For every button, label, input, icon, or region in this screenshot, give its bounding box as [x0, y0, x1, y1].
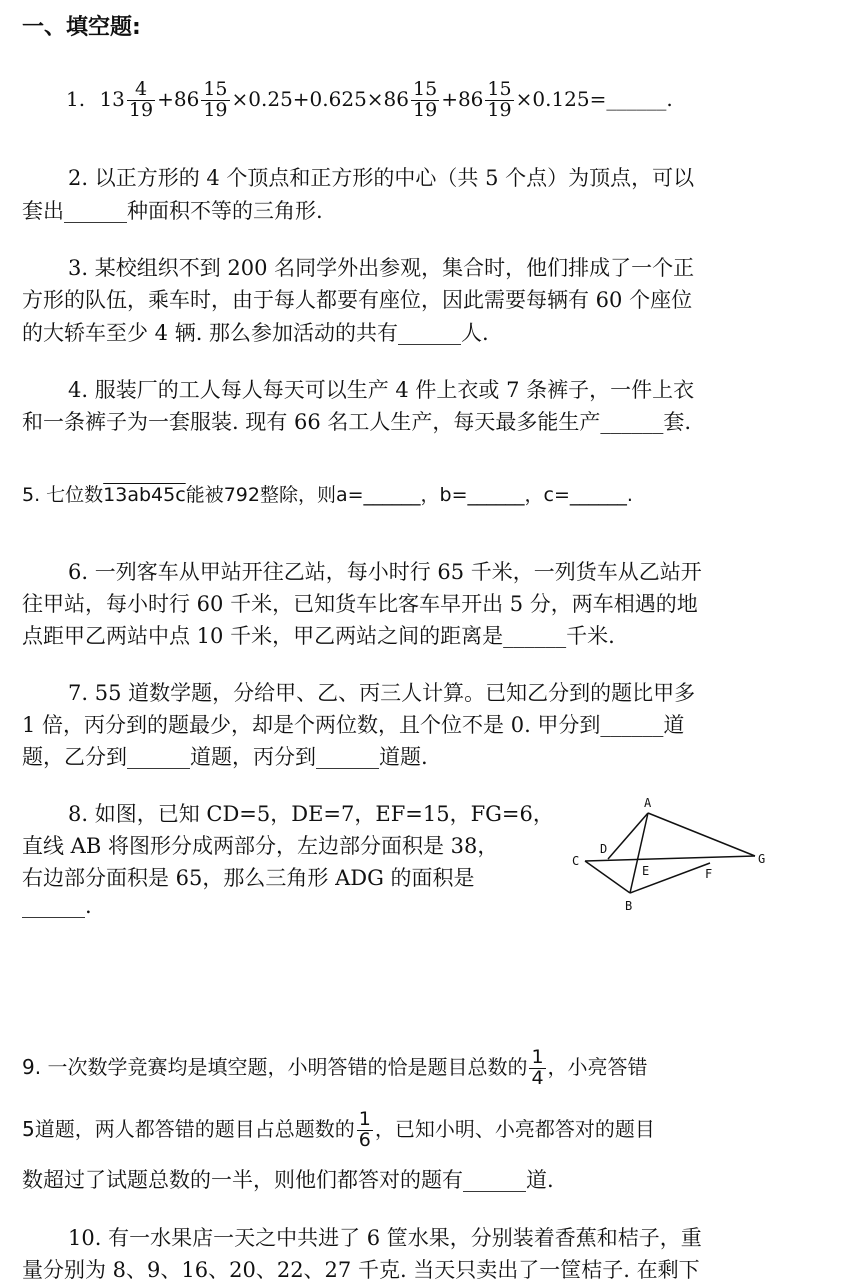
- q10-line-2: 量分别为 8、9、16、20、22、27 千克. 当天只卖出了一筐桔子. 在剩下: [22, 1258, 700, 1282]
- line-da: [608, 813, 648, 859]
- q5-number: 13ab45c: [103, 484, 186, 506]
- q1-number: 1.: [66, 86, 86, 111]
- q7-line-2: 1 倍，丙分到的题最少，却是个两位数，且个位不是 0. 甲分到______道: [22, 713, 685, 737]
- q9-line-1-post: ，小亮答错: [547, 1054, 648, 1079]
- label-f: F: [705, 867, 713, 881]
- label-c: C: [572, 854, 580, 868]
- q9-line-2-post: ，已知小明、小亮都答对的题目: [374, 1116, 655, 1141]
- line-ab: [630, 813, 648, 893]
- q9-fraction-2: $\frac{1}{6}$: [358, 1108, 371, 1151]
- q9-fraction-1: $\frac{1}{4}$: [531, 1046, 544, 1089]
- label-g: G: [758, 852, 766, 866]
- q7-line-3: 题，乙分到______道题，丙分到______道题.: [22, 745, 428, 769]
- q4-line-2: 和一条裤子为一套服装. 现有 66 名工人生产，每天最多能生产______套.: [22, 410, 692, 434]
- q6-line-1: 6. 一列客车从甲站开往乙站，每小时行 65 千米，一列货车从乙站开: [68, 560, 702, 584]
- q1-op-3: +86: [441, 86, 484, 111]
- q2-line-2: 套出______种面积不等的三角形.: [22, 199, 323, 223]
- label-b: B: [625, 899, 633, 913]
- q1-fraction-4: $\frac{15}{19}$: [487, 78, 512, 121]
- q8-line-3: 右边部分面积是 65，那么三角形 ADG 的面积是: [22, 866, 475, 890]
- q10-line-1: 10. 有一水果店一天之中共进了 6 筐水果，分别装着香蕉和桔子，重: [68, 1226, 702, 1250]
- q2-line-1: 2. 以正方形的 4 个顶点和正方形的中心（共 5 个点）为顶点，可以: [68, 166, 695, 190]
- section-heading: 一、填空题:: [22, 15, 141, 40]
- q1-fraction-2: $\frac{15}{19}$: [203, 78, 228, 121]
- label-e: E: [642, 864, 650, 878]
- q9-line-2-pre: 5道题，两人都答错的题目占总题数的: [22, 1116, 355, 1141]
- label-a: A: [644, 796, 652, 810]
- q1-op-4: ×0.125=______.: [515, 86, 673, 111]
- label-d: D: [600, 842, 608, 856]
- q1-op-2: ×0.25+0.625×86: [231, 86, 410, 111]
- q9-line-1-pre: 9. 一次数学竞赛均是填空题，小明答错的恰是题目总数的: [22, 1054, 528, 1079]
- q8-line-2: 直线 AB 将图形分成两部分，左边部分面积是 38，: [22, 834, 499, 858]
- question-5: [22, 480, 633, 507]
- line-cb: [585, 861, 630, 893]
- q9-line-3: 数超过了试题总数的一半，则他们都答对的题有______道.: [22, 1168, 554, 1192]
- q3-line-3: 的大轿车至少 4 辆. 那么参加活动的共有______人.: [22, 321, 489, 345]
- q3-line-1: 3. 某校组织不到 200 名同学外出参观，集合时，他们排成了一个正: [68, 256, 695, 280]
- q5-suffix: 能被792整除，则a=______，b=______，c=______.: [185, 484, 633, 506]
- q1-fraction-1: $\frac{4}{19}$: [128, 78, 154, 121]
- q1-whole: 13: [99, 86, 125, 111]
- q6-line-2: 往甲站，每小时行 60 千米，已知货车比客车早开出 5 分，两车相遇的地: [22, 592, 698, 616]
- q3-line-2: 方形的队伍，乘车时，由于每人都要有座位，因此需要每辆有 60 个座位: [22, 288, 693, 312]
- q9-line-1: [22, 1048, 648, 1089]
- q6-line-3: 点距甲乙两站中点 10 千米，甲乙两站之间的距离是______千米.: [22, 624, 615, 648]
- q5-prefix: 5. 七位数: [22, 484, 104, 506]
- q4-line-1: 4. 服装厂的工人每人每天可以生产 4 件上衣或 7 条裤子，一件上衣: [68, 378, 695, 402]
- q1-op-1: +86: [157, 86, 200, 111]
- q8-line-4: ______.: [22, 894, 92, 918]
- q8-line-1: 8. 如图，已知 CD=5，DE=7，EF=15，FG=6，: [68, 802, 554, 826]
- q9-line-2: [22, 1110, 655, 1151]
- line-ag: [648, 813, 755, 856]
- q7-line-1: 7. 55 道数学题，分给甲、乙、丙三人计算。已知乙分到的题比甲多: [68, 681, 696, 705]
- q8-figure: [560, 795, 780, 920]
- q1-fraction-3: $\frac{15}{19}$: [413, 78, 438, 121]
- question-1: [66, 80, 673, 121]
